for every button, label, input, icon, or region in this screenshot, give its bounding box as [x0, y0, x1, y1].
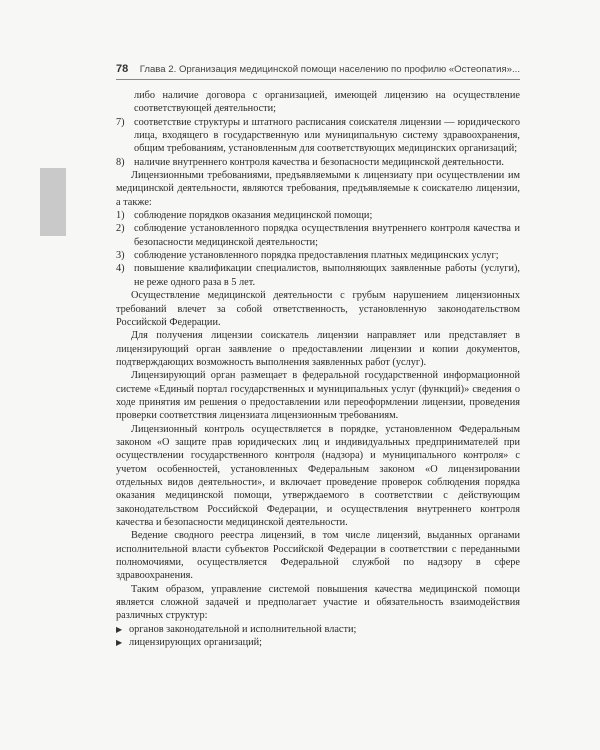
bullet-item: [116, 636, 520, 649]
paragraph: Осуществление медицинской деятельности с грубым нарушением лицензионных требований влечет за собой ответственность, установленную законодательством Российской Федерации.: [116, 290, 520, 328]
list-item-text: лицензирующих организаций;: [129, 637, 262, 649]
list-number: 4): [116, 263, 125, 275]
requirement-item-3: [116, 249, 520, 262]
list-item-text: соблюдение установленного порядка предоставления платных медицинских услуг;: [134, 250, 499, 262]
body-text: [116, 89, 520, 649]
list-item-text: соблюдение порядков оказания медицинской помощи;: [134, 210, 373, 222]
paragraph: Таким образом, управление системой повышения качества медицинской помощи является сложной задачей и предполагает участие и обязательность взаимодействия различных структур:: [116, 583, 520, 622]
list-number: 3): [116, 250, 125, 262]
list-item-text: органов законодательной и исполнительной власти;: [129, 623, 357, 635]
list-number: 7): [116, 116, 125, 128]
requirement-item-2: [116, 222, 520, 249]
list-item-text: повышение квалификации специалистов, выполняющих заявленные работы (услуги), не реже одного раза в 5 лет.: [134, 263, 520, 288]
list-number: 2): [116, 223, 125, 235]
list-item-8: [116, 156, 520, 169]
paragraph: Ведение сводного реестра лицензий, в том числе лицензий, выданных органами исполнительной власти субъектов Российской Федерации в соответствии с переданными полномочиями, осуществляется Федеральной службой по надзору в сфере здравоохранения.: [116, 530, 520, 582]
triangle-bullet-icon: ▶: [116, 624, 123, 634]
paragraph: Лицензирующий орган размещает в федеральной государственной информационной системе «Единый портал государственных и муниципальных услуг (функций)» сведения о ходе принятия им решения о предоставлении или переоформлении лицензии, проведения проверки соответствия лицензиата лицензионным требованиям.: [116, 370, 520, 422]
page-number: 78: [116, 63, 129, 75]
running-header: [116, 62, 520, 78]
list-item-text: наличие внутреннего контроля качества и безопасности медицинской деятельности.: [134, 156, 504, 168]
list-item-text: соблюдение установленного порядка осуществления внутреннего контроля качества и безопасности медицинской деятельности;: [134, 223, 520, 248]
running-title: Глава 2. Организация медицинской помощи населению по профилю «Остеопатия»...: [139, 64, 520, 75]
list-number: 1): [116, 210, 125, 222]
chapter-side-tab: [40, 168, 66, 236]
header-rule: [116, 79, 520, 80]
paragraph: Лицензионными требованиями, предъявляемыми к лицензиату при осуществлении им медицинской деятельности, являются требования, предъявляемые к соискателю лицензии, а также:: [116, 170, 520, 208]
list-item-text: соответствие структуры и штатного расписания соискателя лицензии — юридического лица, входящего в государственную или муниципальную систему здравоохранения, общим требованиям, установленным для соответствующих медицинских организаций;: [134, 116, 520, 155]
list-item-continuation: либо наличие договора с организацией, имеющей лицензию на осуществление соответствующей деятельности;: [134, 90, 520, 115]
requirement-item-4: [116, 262, 520, 289]
requirement-item-1: [116, 209, 520, 222]
triangle-bullet-icon: ▶: [116, 638, 123, 648]
paragraph: Лицензионный контроль осуществляется в порядке, установленном Федеральным законом «О защите прав юридических лиц и индивидуальных предпринимателей при осуществлении государственного контроля (надзора) и муниципального контроля» с учетом особенностей, установленных Федеральным законом «О лицензировании отдельных видов деятельности», и включает проведение проверок соблюдения порядка оказания медицинской помощи, утверждаемого в соответствии с действующим законодательством Российской Федерации, и осуществления внутреннего контроля качества и безопасности медицинской деятельности.: [116, 423, 520, 528]
list-number: 8): [116, 156, 125, 168]
paragraph: Для получения лицензии соискатель лицензии направляет или представляет в лицензирующий орган заявление о предоставлении лицензии и копии документов, подтверждающих возможность выполнения заявленных работ (услуг).: [116, 330, 520, 368]
list-item-7: [116, 116, 520, 156]
bullet-item: [116, 623, 520, 636]
